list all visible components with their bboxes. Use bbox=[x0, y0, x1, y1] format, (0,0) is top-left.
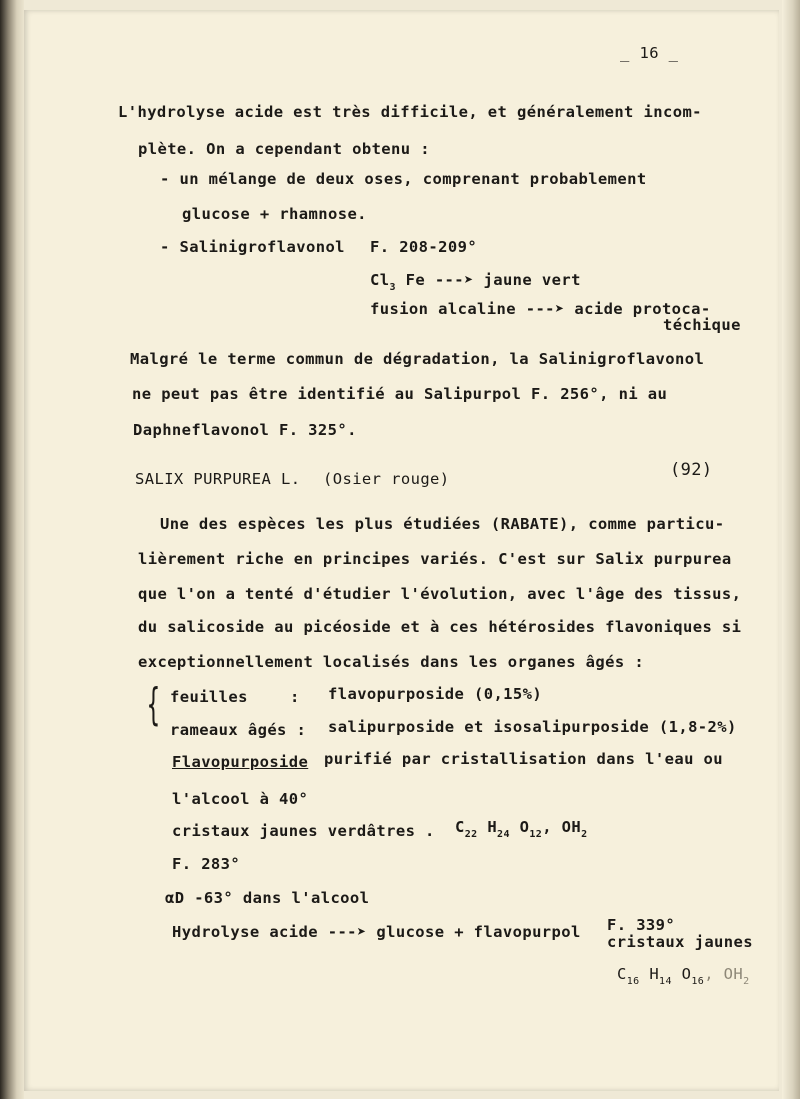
common-name: (Osier rouge) bbox=[323, 470, 450, 488]
text-line: : bbox=[290, 688, 300, 706]
formula: $C_{16}$ $H_{14}$ $O_{16}$, $OH_2$ bbox=[617, 965, 750, 987]
text-line: flavopurposide (0,15%) bbox=[328, 685, 543, 703]
text-line: téchique bbox=[663, 316, 741, 334]
page-number: _ 16 _ bbox=[620, 44, 679, 62]
formula: $C_{22}$ $H_{24}$ $O_{12}$, $OH_2$ bbox=[455, 818, 588, 840]
text-line: cristaux jaunes bbox=[607, 933, 753, 951]
text-line: lièrement riche en principes variés. C'est sur Salix purpurea bbox=[138, 550, 732, 568]
text-line: salipurposide et isosalipurposide (1,8-2%) bbox=[328, 718, 737, 736]
text-line: du salicoside au picéoside et à ces hétérosides flavoniques si bbox=[138, 618, 742, 636]
text-line: Malgré le terme commun de dégradation, la Salinigroflavonol bbox=[130, 350, 705, 368]
text-line: Hydrolyse acide ---➤ glucose + flavopurpol bbox=[172, 923, 581, 941]
text-line: que l'on a tenté d'étudier l'évolution, avec l'âge des tissus, bbox=[138, 585, 742, 603]
text-line: Une des espèces les plus étudiées (RABATE), comme particu- bbox=[160, 515, 725, 533]
section-heading: SALIX PURPUREA L. bbox=[135, 470, 301, 488]
text-line: glucose + rhamnose. bbox=[182, 205, 367, 223]
text-line: F. 283° bbox=[172, 855, 241, 873]
text-line: - Salinigroflavonol bbox=[160, 238, 345, 256]
text-line: purifié par cristallisation dans l'eau ou bbox=[324, 750, 724, 768]
text-line: fusion alcaline ---➤ acide protoca- bbox=[370, 300, 711, 318]
compound-name: Flavopurposide bbox=[172, 753, 309, 771]
text-line: exceptionnellement localisés dans les organes âgés : bbox=[138, 653, 645, 671]
text-line: L'hydrolyse acide est très difficile, et généralement incom- bbox=[118, 103, 702, 121]
text-line: ne peut pas être identifié au Salipurpol F. 256°, ni au bbox=[132, 385, 668, 403]
text-line: rameaux âgés : bbox=[170, 721, 307, 739]
text-line: l'alcool à 40° bbox=[172, 790, 309, 808]
text-line: F. 208-209° bbox=[370, 238, 478, 256]
text-line: F. 339° bbox=[607, 916, 676, 934]
text-line: $Cl_3$ Fe ---➤ jaune vert bbox=[370, 271, 581, 293]
text-line: αD -63° dans l'alcool bbox=[165, 889, 370, 907]
text-line: Daphneflavonol F. 325°. bbox=[133, 421, 357, 439]
text-line: feuilles bbox=[170, 688, 248, 706]
text-line: plète. On a cependant obtenu : bbox=[138, 140, 430, 158]
handwritten-reference: (92) bbox=[670, 460, 713, 480]
brace: { bbox=[146, 679, 161, 730]
text-line: - un mélange de deux oses, comprenant probablement bbox=[160, 170, 647, 188]
text-line: cristaux jaunes verdâtres . bbox=[172, 822, 435, 840]
book-binding bbox=[0, 0, 24, 1099]
page-edge bbox=[782, 0, 800, 1099]
